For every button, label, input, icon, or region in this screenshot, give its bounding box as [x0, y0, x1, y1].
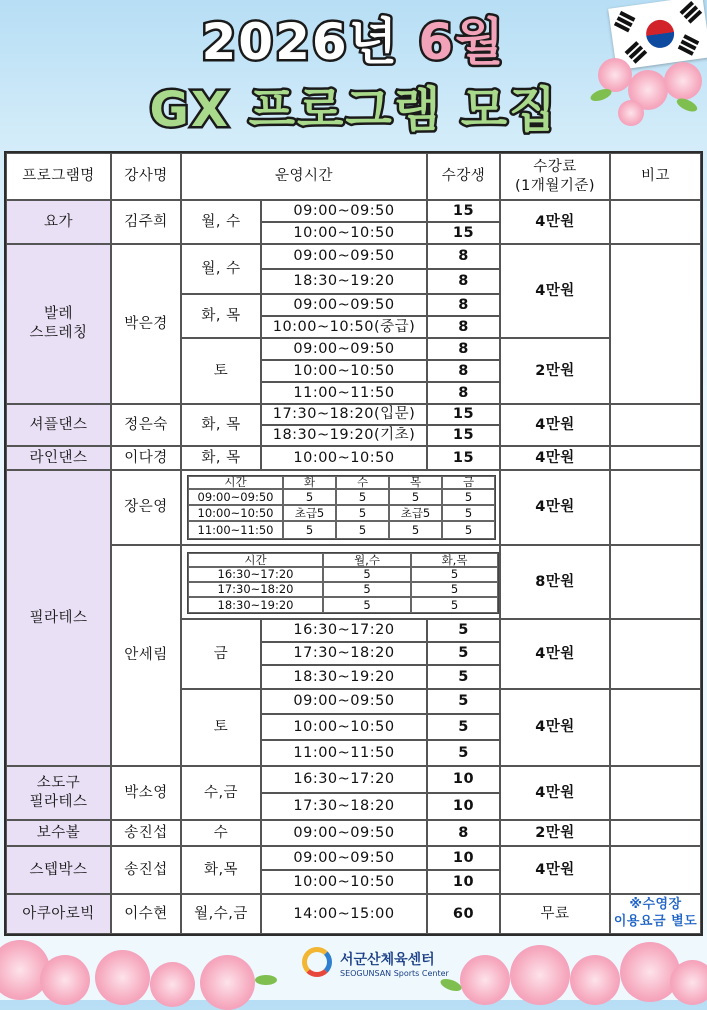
instructor-cell: 장은영: [111, 470, 181, 545]
program-name-line: 발레: [43, 306, 73, 323]
days-cell: 월, 수: [181, 200, 261, 244]
mini-header: 화,목: [411, 553, 498, 567]
time-cell: 17:30~18:20: [261, 793, 427, 820]
time-cell: 17:30~18:20: [261, 642, 427, 665]
mini-cell: 5: [336, 521, 389, 539]
note-cell: [610, 689, 701, 766]
time-cell: 09:00~09:50: [261, 200, 427, 222]
time-cell: 16:30~17:20: [261, 766, 427, 793]
schedule-table: [4, 151, 703, 936]
center-logo: [302, 945, 449, 990]
time-cell: 09:00~09:50: [261, 294, 427, 316]
instructor-cell: 송진섭: [111, 846, 181, 894]
mini-header: 화: [283, 476, 336, 489]
logo-name-en: SEOGUNSAN Sports Center: [340, 969, 449, 978]
flower-icon: [570, 955, 620, 1005]
program-shuffle: 셔플댄스: [6, 404, 111, 446]
mini-cell: 5: [336, 505, 389, 521]
students-cell: 5: [427, 689, 500, 714]
program-yoga: 요가: [6, 200, 111, 244]
fee-cell: 4만원: [500, 470, 610, 545]
mini-cell: 11:00~11:50: [188, 521, 283, 539]
header-fee-label: 수강료: [533, 158, 577, 175]
students-cell: 5: [427, 665, 500, 689]
time-cell: 18:30~19:20: [261, 269, 427, 294]
mini-cell: 5: [336, 489, 389, 505]
students-cell: 8: [427, 316, 500, 338]
time-cell: 14:00~15:00: [261, 894, 427, 934]
students-cell: 8: [427, 269, 500, 294]
fee-cell: 2만원: [500, 820, 610, 846]
days-cell: 토: [181, 689, 261, 766]
program-small-prop-pilates: [6, 766, 111, 820]
header-instructor: 강사명: [111, 153, 181, 200]
mini-cell: 초급5: [283, 505, 336, 521]
time-cell: 09:00~09:50: [261, 820, 427, 846]
mini-header: 금: [442, 476, 495, 489]
days-cell: 화,목: [181, 846, 261, 894]
fee-cell: 2만원: [500, 338, 610, 404]
header-program: 프로그램명: [6, 153, 111, 200]
mini-header: 시간: [188, 476, 283, 489]
note-cell: [610, 820, 701, 846]
mini-cell: 5: [389, 521, 442, 539]
note-cell: [610, 446, 701, 470]
title-month: 6월: [418, 13, 506, 71]
mini-cell: 18:30~19:20: [188, 597, 323, 613]
note-cell: [610, 846, 701, 894]
fee-cell: 무료: [500, 894, 610, 934]
header-schedule: 운영시간: [181, 153, 427, 200]
logo-ring-icon: [302, 947, 332, 977]
days-cell: 화, 목: [181, 404, 261, 446]
students-cell: 8: [427, 244, 500, 269]
program-step-box: 스텝박스: [6, 846, 111, 894]
time-cell: 10:00~10:50: [261, 222, 427, 244]
time-cell: 10:00~10:50: [261, 360, 427, 382]
instructor-cell: 박은경: [111, 244, 181, 404]
mini-cell: 10:00~10:50: [188, 505, 283, 521]
time-cell: 16:30~17:20: [261, 619, 427, 642]
mini-cell: 초급5: [389, 505, 442, 521]
time-cell: 10:00~10:50: [261, 714, 427, 740]
mini-cell: 5: [283, 489, 336, 505]
students-cell: 15: [427, 425, 500, 446]
note-cell: [610, 766, 701, 820]
students-cell: 5: [427, 714, 500, 740]
time-cell: 11:00~11:50: [261, 382, 427, 404]
students-cell: 10: [427, 793, 500, 820]
flower-icon: [150, 962, 195, 1007]
mini-cell: 5: [442, 521, 495, 539]
note-cell-pool: [610, 894, 701, 934]
leaf-icon: [255, 975, 277, 985]
flower-icon: [40, 955, 90, 1005]
note-cell: [610, 545, 701, 619]
program-bosu-ball: 보수볼: [6, 820, 111, 846]
time-cell: 09:00~09:50: [261, 846, 427, 870]
time-cell: 10:00~10:50: [261, 870, 427, 894]
header-fee: [500, 153, 610, 200]
flower-icon: [95, 950, 150, 1005]
mini-cell: 16:30~17:20: [188, 567, 323, 582]
fee-cell: 4만원: [500, 766, 610, 820]
students-cell: 5: [427, 619, 500, 642]
mini-header: 시간: [188, 553, 323, 567]
title-year: 2026년: [201, 13, 399, 71]
instructor-cell: 박소영: [111, 766, 181, 820]
instructor-cell: 송진섭: [111, 820, 181, 846]
flower-icon: [620, 942, 680, 1002]
students-cell: 15: [427, 446, 500, 470]
students-cell: 5: [427, 740, 500, 766]
instructor-cell: 김주희: [111, 200, 181, 244]
note-cell: [610, 470, 701, 545]
students-cell: 60: [427, 894, 500, 934]
flower-icon: [200, 955, 255, 1010]
mini-schedule-table: [187, 552, 499, 614]
mini-cell: 5: [442, 505, 495, 521]
pool-note-line: 이용요금 별도: [613, 914, 698, 929]
students-cell: 10: [427, 766, 500, 793]
program-name-line: 소도구: [36, 775, 81, 792]
fee-cell: 4만원: [500, 689, 610, 766]
page-title: [0, 12, 707, 72]
program-name-line: 필라테스: [29, 794, 88, 810]
fee-cell: 4만원: [500, 846, 610, 894]
instructor-cell: 정은숙: [111, 404, 181, 446]
note-cell: [610, 200, 701, 244]
mini-schedule-table: [187, 475, 496, 540]
fee-cell: 4만원: [500, 244, 610, 338]
students-cell: 8: [427, 294, 500, 316]
program-pilates: 필라테스: [6, 470, 111, 766]
schedule-cell: [181, 545, 500, 619]
students-cell: 15: [427, 200, 500, 222]
mini-header: 월,수: [323, 553, 411, 567]
mini-header: 수: [336, 476, 389, 489]
students-cell: 15: [427, 222, 500, 244]
students-cell: 8: [427, 360, 500, 382]
schedule-cell: [181, 470, 500, 545]
time-cell: 11:00~11:50: [261, 740, 427, 766]
mini-cell: 17:30~18:20: [188, 582, 323, 597]
students-cell: 10: [427, 870, 500, 894]
mini-cell: 5: [442, 489, 495, 505]
mini-cell: 5: [323, 582, 411, 597]
program-name-line: 스트레칭: [29, 325, 88, 341]
mini-cell: 5: [411, 582, 498, 597]
instructor-cell: 안세림: [111, 545, 181, 766]
program-aquarobic: 아쿠아로빅: [6, 894, 111, 934]
students-cell: 10: [427, 846, 500, 870]
fee-cell: 4만원: [500, 446, 610, 470]
flower-icon: [670, 960, 707, 1005]
note-cell: [610, 404, 701, 446]
flower-icon: [460, 955, 510, 1005]
fee-cell: 4만원: [500, 404, 610, 446]
mini-cell: 5: [389, 489, 442, 505]
fee-cell: 4만원: [500, 619, 610, 689]
pool-note-line: ※수영장: [629, 897, 682, 913]
days-cell: 월,수,금: [181, 894, 261, 934]
logo-name: 서군산체육센터: [340, 952, 435, 968]
mini-header: 목: [389, 476, 442, 489]
header-students: 수강생: [427, 153, 500, 200]
time-cell: 10:00~10:50(중급): [261, 316, 427, 338]
students-cell: 8: [427, 338, 500, 360]
mini-cell: 5: [411, 567, 498, 582]
days-cell: 화, 목: [181, 446, 261, 470]
header-note: 비고: [610, 153, 701, 200]
time-cell: 17:30~18:20(입문): [261, 404, 427, 425]
students-cell: 15: [427, 404, 500, 425]
days-cell: 수,금: [181, 766, 261, 820]
time-cell: 09:00~09:50: [261, 244, 427, 269]
mini-cell: 5: [411, 597, 498, 613]
time-cell: 18:30~19:20: [261, 665, 427, 689]
students-cell: 8: [427, 820, 500, 846]
time-cell: 10:00~10:50: [261, 446, 427, 470]
days-cell: 금: [181, 619, 261, 689]
days-cell: 토: [181, 338, 261, 404]
students-cell: 8: [427, 382, 500, 404]
days-cell: 수: [181, 820, 261, 846]
fee-cell: 4만원: [500, 200, 610, 244]
mini-cell: 5: [283, 521, 336, 539]
note-cell: [610, 244, 701, 404]
header-fee-sub: (1개월기준): [514, 177, 596, 194]
instructor-cell: 이수현: [111, 894, 181, 934]
flower-icon: [510, 945, 570, 1005]
mini-cell: 5: [323, 567, 411, 582]
program-ballet: [6, 244, 111, 404]
days-cell: 월, 수: [181, 244, 261, 294]
note-cell: [610, 619, 701, 689]
program-line-dance: 라인댄스: [6, 446, 111, 470]
mini-cell: 09:00~09:50: [188, 489, 283, 505]
time-cell: 09:00~09:50: [261, 338, 427, 360]
days-cell: 화, 목: [181, 294, 261, 338]
time-cell: 18:30~19:20(기초): [261, 425, 427, 446]
page-subtitle: GX 프로그램 모집: [149, 82, 558, 138]
students-cell: 5: [427, 642, 500, 665]
fee-cell: 8만원: [500, 545, 610, 619]
instructor-cell: 이다경: [111, 446, 181, 470]
mini-cell: 5: [323, 597, 411, 613]
time-cell: 09:00~09:50: [261, 689, 427, 714]
